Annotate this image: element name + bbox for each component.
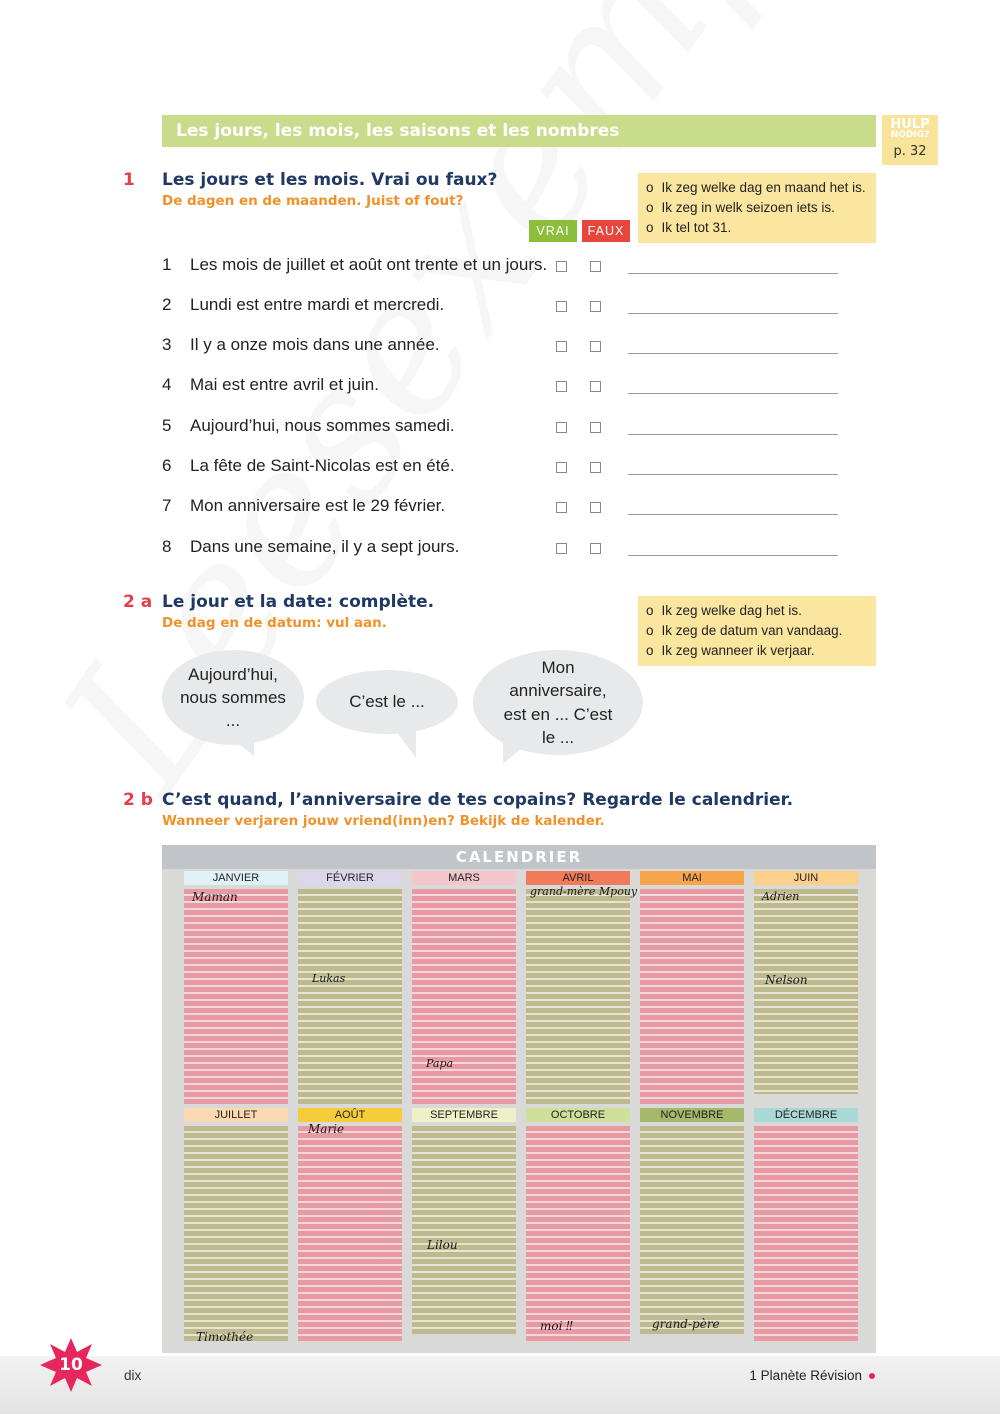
month-header: JUILLET	[184, 1108, 288, 1122]
month-header: SEPTEMBRE	[412, 1108, 516, 1122]
goal-item: o Ik zeg wanneer ik verjaar.	[646, 641, 868, 661]
statement-number: 6	[162, 456, 172, 475]
month-days	[754, 1126, 858, 1341]
help-label: HULP	[890, 117, 930, 132]
statement-text: Dans une semaine, il y a sept jours.	[190, 537, 460, 556]
faux-checkbox[interactable]	[590, 381, 601, 392]
vrai-checkbox[interactable]	[556, 381, 567, 392]
month-header: JUIN	[754, 871, 858, 885]
handwritten-note: moi ‼	[540, 1319, 573, 1333]
month-days	[640, 1126, 744, 1334]
statement-row	[162, 414, 842, 440]
statement-text: Mai est entre avril et juin.	[190, 375, 379, 394]
calendar-title: CALENDRIER	[162, 845, 876, 869]
speech-bubble-1[interactable]	[162, 650, 304, 745]
page-number: 10	[59, 1355, 83, 1375]
handwritten-note: Maman	[192, 890, 238, 904]
vrai-checkbox[interactable]	[556, 341, 567, 352]
month-days	[298, 889, 402, 1104]
statement-number: 2	[162, 295, 172, 314]
month-header: AOÛT	[298, 1108, 402, 1122]
vrai-checkbox[interactable]	[556, 301, 567, 312]
handwritten-note: Marie	[308, 1122, 345, 1136]
month-days	[412, 1126, 516, 1334]
month-days	[298, 1126, 402, 1341]
statement-text: Les mois de juillet et août ont trente et un jours.	[190, 255, 548, 274]
statement-row	[162, 253, 842, 279]
exercise-2b-title: C’est quand, l’anniversaire de tes copains? Regarde le calendrier.	[162, 790, 794, 810]
chapter-title: 1 Planète Révision	[749, 1368, 862, 1383]
chapter-dot-icon	[869, 1373, 875, 1379]
statement-row	[162, 535, 842, 561]
bubble-tail	[394, 728, 416, 758]
handwritten-note: grand-mère Mpouy	[530, 885, 638, 898]
calendar-month-mars	[412, 871, 516, 885]
statement-row	[162, 333, 842, 359]
exercise-1-number: 1	[123, 170, 135, 190]
vrai-checkbox[interactable]	[556, 502, 567, 513]
faux-checkbox[interactable]	[590, 462, 601, 473]
calendar-month-septembre	[412, 1108, 516, 1122]
vrai-label: VRAI	[529, 220, 577, 242]
goal-item: o Ik zeg welke dag het is.	[646, 601, 868, 621]
vrai-checkbox[interactable]	[556, 422, 567, 433]
handwritten-note: Papa	[426, 1057, 454, 1070]
faux-checkbox[interactable]	[590, 543, 601, 554]
bubble-tail	[503, 742, 529, 764]
speech-bubble-text: Aujourd’hui, nous sommes ...	[180, 665, 286, 730]
statement-number: 7	[162, 496, 172, 515]
statement-row	[162, 293, 842, 319]
speech-bubble-text: C’est le ...	[349, 692, 425, 711]
statement-text: Mon anniversaire est le 29 février.	[190, 496, 446, 515]
answer-line[interactable]	[628, 474, 838, 475]
month-days	[526, 889, 630, 1104]
calendar-month-janvier	[184, 871, 288, 885]
faux-checkbox[interactable]	[590, 261, 601, 272]
month-days	[412, 889, 516, 1104]
speech-bubble-2[interactable]	[316, 670, 458, 734]
goal-item: o Ik tel tot 31.	[646, 218, 868, 238]
exercise-1-subtitle: De dagen en de maanden. Juist of fout?	[162, 193, 464, 209]
answer-line[interactable]	[628, 393, 838, 394]
month-header: JANVIER	[184, 871, 288, 885]
calendar-month-octobre	[526, 1108, 630, 1122]
calendar-month-decembre	[754, 1108, 858, 1122]
handwritten-note: Timothée	[196, 1330, 254, 1344]
statement-number: 1	[162, 255, 172, 274]
goal-item: o Ik zeg welke dag en maand het is.	[646, 178, 868, 198]
month-header: AVRIL	[526, 871, 630, 885]
calendar	[162, 845, 876, 1353]
speech-bubble-3[interactable]	[473, 650, 643, 755]
answer-line[interactable]	[628, 434, 838, 435]
statement-row	[162, 494, 842, 520]
calendar-month-avril	[526, 871, 630, 885]
vrai-checkbox[interactable]	[556, 261, 567, 272]
statement-text: Lundi est entre mardi et mercredi.	[190, 295, 445, 314]
handwritten-note: Lilou	[427, 1238, 458, 1252]
calendar-month-novembre	[640, 1108, 744, 1122]
statement-row	[162, 454, 842, 480]
statement-text: Il y a onze mois dans une année.	[190, 335, 440, 354]
vrai-checkbox[interactable]	[556, 543, 567, 554]
page-number-badge	[40, 1338, 102, 1392]
calendar-month-aout	[298, 1108, 402, 1122]
goal-item: o Ik zeg de datum van vandaag.	[646, 621, 868, 641]
faux-checkbox[interactable]	[590, 301, 601, 312]
statement-number: 5	[162, 416, 172, 435]
exercise-1-goals	[638, 173, 876, 243]
answer-line[interactable]	[628, 353, 838, 354]
exercise-2b-subtitle: Wanneer verjaren jouw vriend(inn)en? Bekijk de kalender.	[162, 813, 605, 829]
exercise-2a-number: 2 a	[123, 592, 153, 612]
calendar-month-juillet	[184, 1108, 288, 1122]
answer-line[interactable]	[628, 313, 838, 314]
calendar-month-mai	[640, 871, 744, 885]
handwritten-note: Lukas	[312, 972, 346, 985]
help-box[interactable]	[882, 115, 938, 165]
month-header: NOVEMBRE	[640, 1108, 744, 1122]
month-days	[184, 889, 288, 1104]
month-header: MAI	[640, 871, 744, 885]
answer-line[interactable]	[628, 273, 838, 274]
handwritten-note: Nelson	[765, 973, 808, 987]
page-word: dix	[124, 1368, 142, 1383]
answer-line[interactable]	[628, 555, 838, 556]
bubble-tail	[232, 738, 254, 756]
statement-number: 8	[162, 537, 172, 556]
calendar-month-juin	[754, 871, 858, 885]
statement-text: Aujourd’hui, nous sommes samedi.	[190, 416, 455, 435]
month-days	[184, 1126, 288, 1341]
faux-checkbox[interactable]	[590, 502, 601, 513]
page-footer	[0, 1356, 1000, 1414]
statement-number: 3	[162, 335, 172, 354]
exercise-2a-goals	[638, 596, 876, 666]
faux-label: FAUX	[582, 220, 630, 242]
statement-number: 4	[162, 375, 172, 394]
help-label-2: NODIG?	[890, 130, 930, 140]
month-header: MARS	[412, 871, 516, 885]
exercise-2a-title: Le jour et la date: complète.	[162, 592, 435, 612]
goal-item: o Ik zeg in welk seizoen iets is.	[646, 198, 868, 218]
section-title-bar	[162, 115, 876, 147]
answer-line[interactable]	[628, 514, 838, 515]
month-days	[754, 889, 858, 1094]
month-days	[640, 889, 744, 1104]
statement-row	[162, 373, 842, 399]
month-days	[526, 1126, 630, 1341]
calendar-month-fevrier	[298, 871, 402, 885]
help-page: p. 32	[893, 144, 927, 159]
speech-bubble-text: Mon anniversaire, est en ... C’est le ...	[503, 657, 613, 747]
handwritten-note: grand-père	[652, 1317, 720, 1331]
vrai-checkbox[interactable]	[556, 462, 567, 473]
faux-checkbox[interactable]	[590, 422, 601, 433]
handwritten-note: Adrien	[762, 890, 800, 903]
section-title: Les jours, les mois, les saisons et les nombres	[176, 121, 620, 141]
exercise-1-title: Les jours et les mois. Vrai ou faux?	[162, 170, 498, 190]
month-header: FÉVRIER	[298, 871, 402, 885]
exercise-2a-subtitle: De dag en de datum: vul aan.	[162, 615, 387, 631]
statement-text: La fête de Saint-Nicolas est en été.	[190, 456, 455, 475]
month-header: OCTOBRE	[526, 1108, 630, 1122]
faux-checkbox[interactable]	[590, 341, 601, 352]
exercise-2b-number: 2 b	[123, 790, 153, 810]
month-header: DÉCEMBRE	[754, 1108, 858, 1122]
